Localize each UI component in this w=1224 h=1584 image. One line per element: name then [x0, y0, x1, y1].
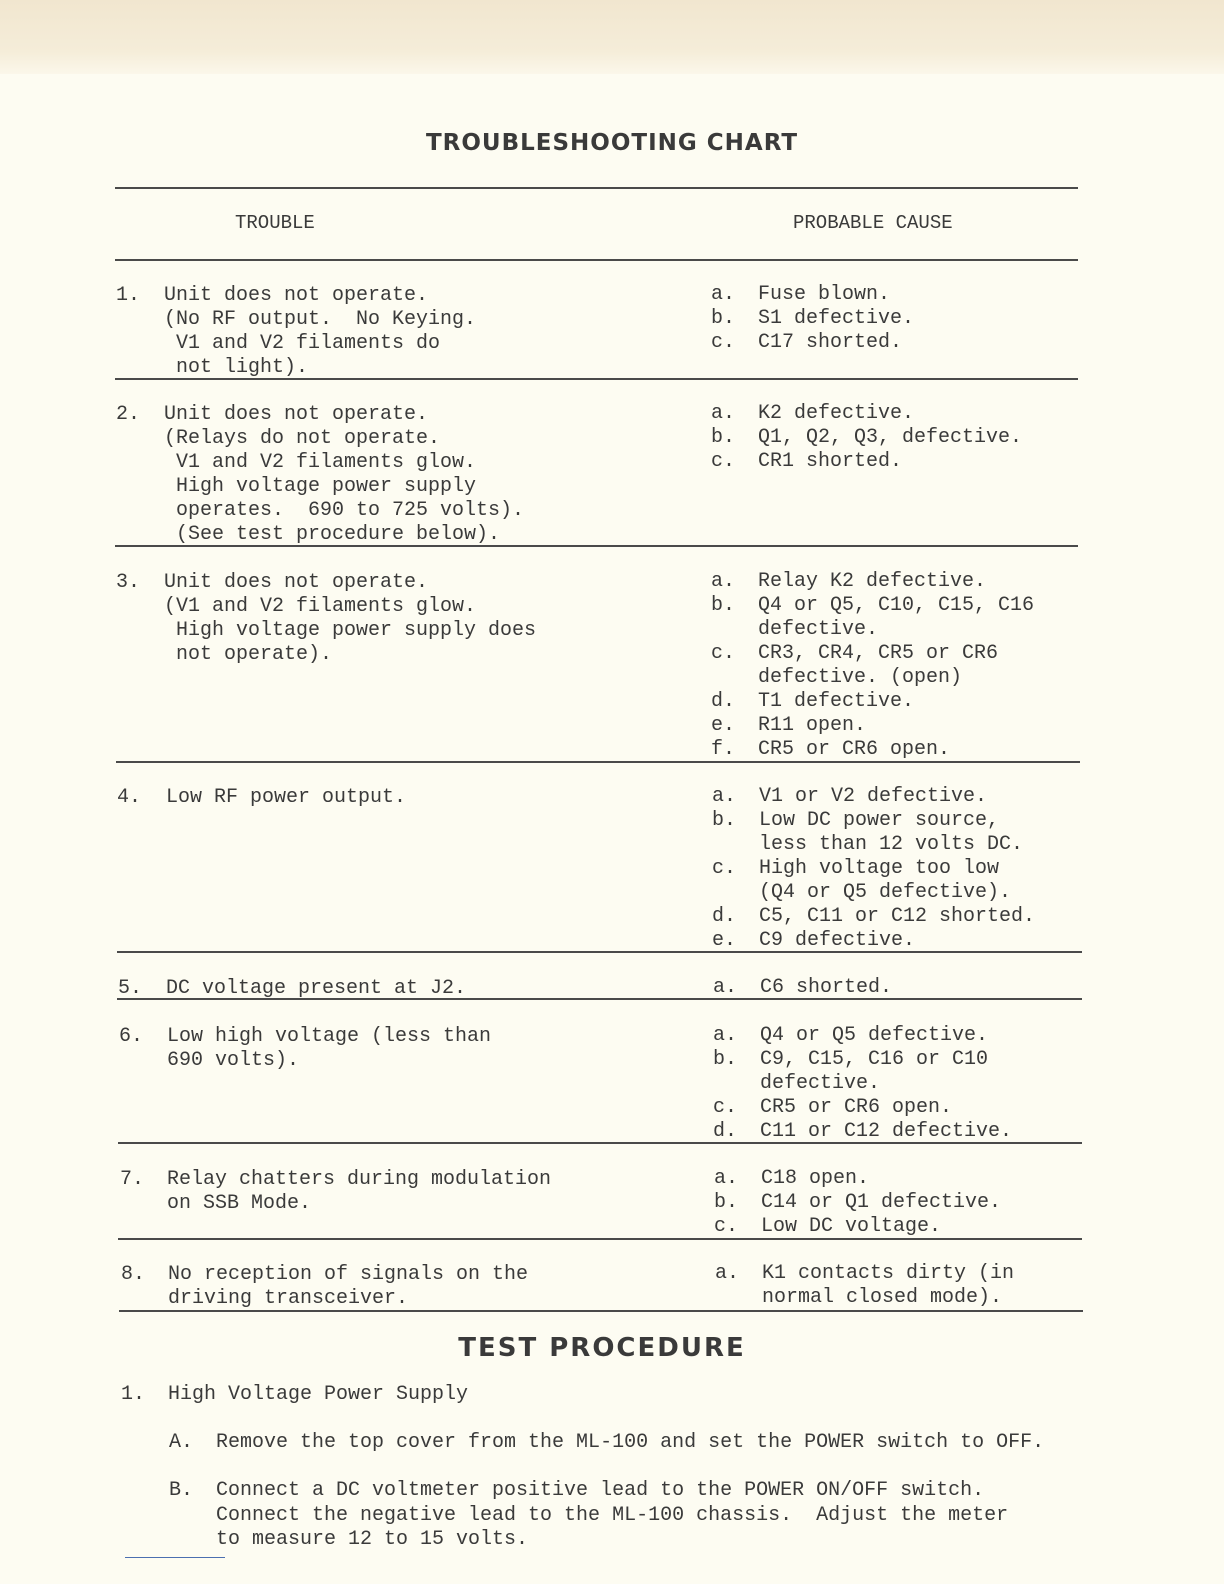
procedure-item-number: 1. — [121, 1383, 146, 1406]
cause-text: CR1 shorted. — [758, 450, 903, 473]
cause-text: Q4 or Q5, C10, C15, C16 defective. — [758, 594, 1035, 641]
scan-mark — [125, 1557, 225, 1558]
cause-letter: d. — [711, 690, 736, 713]
cause-item — [711, 307, 914, 331]
cause-item — [711, 426, 1022, 450]
cause-text: CR3, CR4, CR5 or CR6 defective. (open) — [758, 642, 999, 689]
cause-item — [713, 1024, 1012, 1048]
row-number: 7. — [120, 1168, 145, 1191]
cause-list — [711, 402, 1022, 474]
cause-item — [714, 1167, 1001, 1191]
cause-item — [713, 1096, 1012, 1120]
cause-letter: b. — [711, 307, 736, 330]
page-title: TROUBLESHOOTING CHART — [425, 130, 799, 156]
cause-list — [713, 1024, 1012, 1144]
cause-text: Q1, Q2, Q3, defective. — [758, 426, 1023, 449]
cause-list — [711, 283, 914, 355]
cause-item — [712, 785, 1035, 809]
cause-letter: e. — [711, 714, 736, 737]
cause-item — [712, 809, 1035, 857]
cause-item — [711, 402, 1022, 426]
cause-letter: b. — [714, 1191, 739, 1214]
cause-list — [715, 1262, 1014, 1310]
cause-text: Low DC voltage. — [761, 1215, 942, 1238]
cause-item — [715, 1262, 1014, 1310]
cause-text: R11 open. — [758, 714, 867, 737]
cause-item — [713, 1048, 1012, 1096]
cause-text: C5, C11 or C12 shorted. — [759, 905, 1036, 928]
cause-item — [711, 714, 1034, 738]
cause-text: C6 shorted. — [760, 976, 893, 999]
cause-item — [714, 1215, 1001, 1239]
row-number: 3. — [116, 571, 141, 594]
cause-text: C14 or Q1 defective. — [761, 1191, 1002, 1214]
step-text: Connect a DC voltmeter positive lead to the POWER ON/OFF switch. Connect the negative lead to the ML-100 chassis. Adjust the meter to measure 12 to 15 volts. — [216, 1479, 1009, 1551]
cause-list — [714, 1167, 1001, 1239]
cause-text: Low DC power source, less than 12 volts DC. — [759, 809, 1024, 856]
cause-text: K2 defective. — [758, 402, 915, 425]
cause-text: CR5 or CR6 open. — [760, 1096, 953, 1119]
step-letter: A. — [169, 1431, 194, 1454]
trouble-text: Low RF power output. — [166, 786, 407, 809]
cause-letter: c. — [711, 642, 736, 665]
trouble-text: Relay chatters during modulation on SSB Mode. — [167, 1168, 552, 1215]
cause-list — [711, 570, 1034, 762]
cause-letter: c. — [711, 331, 736, 354]
cause-item — [713, 1120, 1012, 1144]
trouble-text: Unit does not operate. (V1 and V2 filaments glow. High voltage power supply does not operate). — [164, 571, 537, 666]
header-bottom-rule — [115, 259, 1078, 261]
trouble-text: Unit does not operate. (No RF output. No Keying. V1 and V2 filaments do not light). — [164, 284, 477, 379]
row-number: 4. — [117, 786, 142, 809]
cause-letter: d. — [713, 1120, 738, 1143]
cause-item — [711, 690, 1034, 714]
cause-text: C11 or C12 defective. — [760, 1120, 1013, 1143]
cause-text: Relay K2 defective. — [758, 570, 987, 593]
cause-text: S1 defective. — [758, 307, 915, 330]
step-text: Remove the top cover from the ML-100 and set the POWER switch to OFF. — [216, 1431, 1045, 1454]
cause-item — [711, 570, 1034, 594]
cause-letter: a. — [711, 402, 736, 425]
cause-text: T1 defective. — [758, 690, 915, 713]
probable-cause-column-header: PROBABLE CAUSE — [793, 212, 953, 234]
cause-letter: b. — [711, 594, 736, 617]
cause-letter: a. — [711, 283, 736, 306]
test-procedure-title: TEST PROCEDURE — [458, 1333, 746, 1363]
cause-letter: b. — [711, 426, 736, 449]
cause-letter: d. — [712, 905, 737, 928]
header-top-rule — [115, 187, 1078, 189]
trouble-text: Low high voltage (less than 690 volts). — [167, 1025, 492, 1072]
cause-text: CR5 or CR6 open. — [758, 738, 951, 761]
row-number: 8. — [121, 1263, 146, 1286]
scan-top-band — [0, 0, 1224, 74]
cause-text: Q4 or Q5 defective. — [760, 1024, 989, 1047]
cause-letter: c. — [714, 1215, 739, 1238]
cause-text: C9, C15, C16 or C10 defective. — [760, 1048, 989, 1095]
cause-text: K1 contacts dirty (in normal closed mode). — [762, 1262, 1015, 1309]
cause-letter: a. — [714, 1167, 739, 1190]
cause-letter: b. — [713, 1048, 738, 1071]
cause-item — [711, 738, 1034, 762]
cause-text: Fuse blown. — [758, 283, 891, 306]
row-number: 6. — [119, 1025, 144, 1048]
row-number: 5. — [118, 977, 143, 1000]
row-number: 2. — [116, 403, 141, 426]
trouble-text: Unit does not operate. (Relays do not operate. V1 and V2 filaments glow. High voltage power supply operates. 690 to 725 volts). (See test procedure below). — [164, 403, 525, 546]
cause-letter: b. — [712, 809, 737, 832]
trouble-text: No reception of signals on the driving transceiver. — [168, 1263, 529, 1310]
cause-letter: a. — [711, 570, 736, 593]
row-number: 1. — [116, 284, 141, 307]
cause-text: High voltage too low (Q4 or Q5 defective). — [759, 857, 1012, 904]
cause-item — [711, 283, 914, 307]
cause-letter: a. — [713, 1024, 738, 1047]
cause-letter: a. — [713, 976, 738, 999]
cause-list — [712, 785, 1035, 953]
cause-item — [711, 642, 1034, 690]
cause-item — [712, 929, 1035, 953]
step-letter: B. — [169, 1479, 194, 1502]
cause-letter: c. — [712, 857, 737, 880]
trouble-column-header: TROUBLE — [235, 212, 315, 234]
procedure-item-title: High Voltage Power Supply — [168, 1383, 469, 1406]
cause-text: C17 shorted. — [758, 331, 903, 354]
cause-item — [711, 450, 1022, 474]
cause-letter: c. — [711, 450, 736, 473]
cause-letter: a. — [715, 1262, 740, 1285]
cause-letter: e. — [712, 929, 737, 952]
cause-letter: a. — [712, 785, 737, 808]
cause-letter: f. — [711, 738, 736, 761]
cause-item — [711, 331, 914, 355]
cause-item — [711, 594, 1034, 642]
cause-list — [713, 976, 892, 1000]
cause-item — [714, 1191, 1001, 1215]
trouble-text: DC voltage present at J2. — [166, 977, 467, 1000]
cause-item — [712, 857, 1035, 905]
cause-text: C9 defective. — [759, 929, 916, 952]
cause-item — [712, 905, 1035, 929]
cause-item — [713, 976, 892, 1000]
cause-text: C18 open. — [761, 1167, 870, 1190]
cause-letter: c. — [713, 1096, 738, 1119]
cause-text: V1 or V2 defective. — [759, 785, 988, 808]
